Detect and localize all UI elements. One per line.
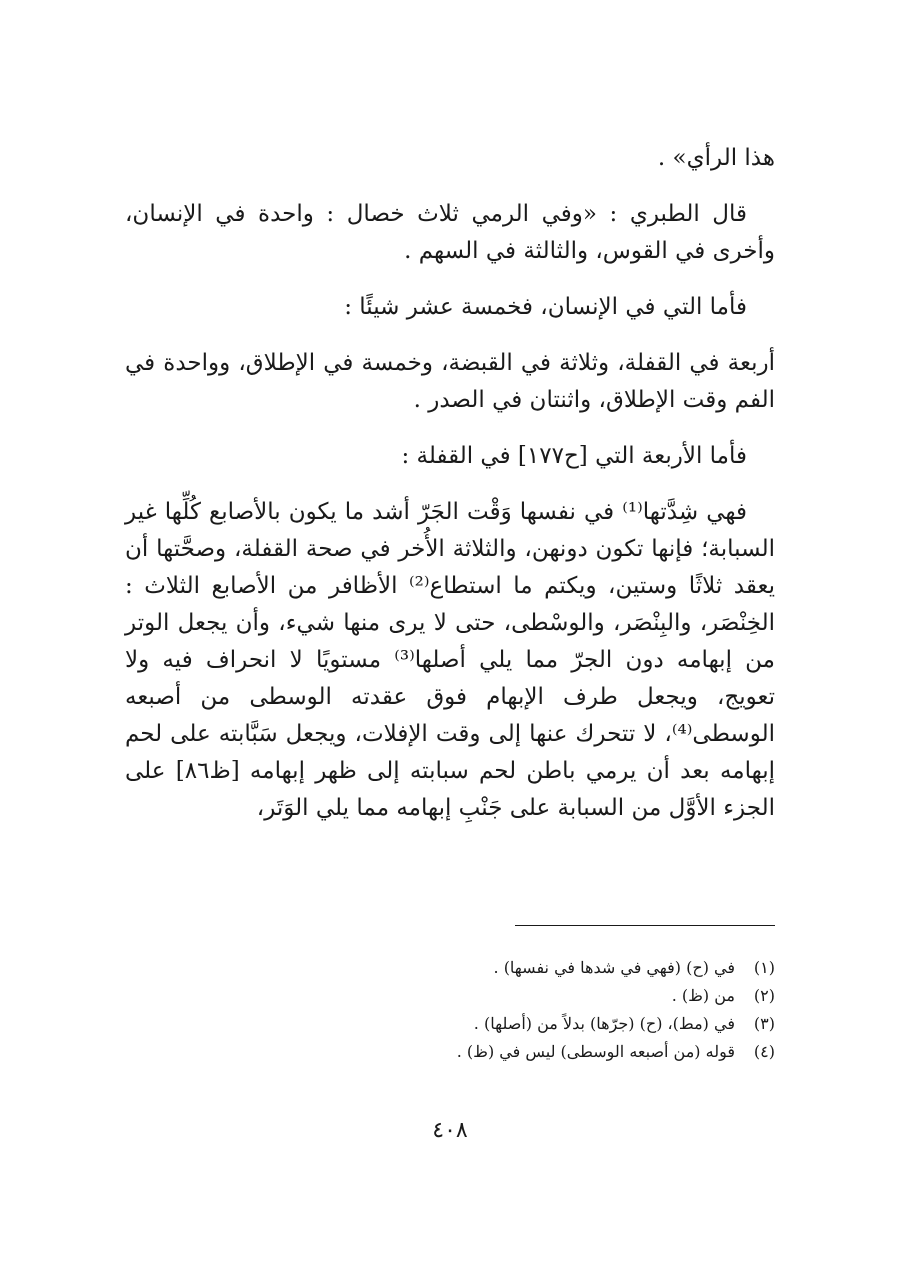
paragraph-3: فأما التي في الإنسان، فخمسة عشر شيئًا :: [344, 294, 747, 320]
footnote-number: (٢): [753, 986, 775, 1005]
footnote-text: من (ظ) .: [671, 986, 735, 1005]
footnote-number: (٤): [753, 1042, 775, 1061]
footnote-number: (١): [753, 958, 775, 977]
paragraph-4: أربعة في القفلة، وثلاثة في القبضة، وخمسة في الإطلاق، وواحدة في الفم وقت الإطلاق، واثنتان في الصدر .: [125, 350, 775, 413]
paragraph-5: فأما الأربعة التي [ح١٧٧] في القفلة :: [401, 443, 747, 469]
footnote-separator: [515, 925, 775, 926]
paragraph-1: هذا الرأي» .: [657, 145, 775, 171]
paragraph-6: فهي شِدَّتها⁽¹⁾ في نفسها وَقْت الجَرّ أشد ما يكون بالأصابع كُلِّها غير السبابة؛ فإنها تكون دونهن، والثلاثة الأُخر في صحة القفلة، وصحَّتها أن يعقد ثلاثًا وستين، ويكتم ما استطاع⁽²⁾ الأظافر من الأصابع الثلاث : الخِنْصَر، والبِنْصَر، والوسْطى، حتى لا يرى منها شيء، وأن يجعل الوتر من إبهامه دون الجرّ مما يلي أصلها⁽³⁾ مستويًا لا انحراف فيه ولا تعويج، ويجعل طرف الإبهام فوق عقدته الوسطى من أصبعه الوسطى⁽⁴⁾، لا تتحرك عنها إلى وقت الإفلات، ويجعل سَبَّابته على لحم إبهامه بعد أن يرمي باطن لحم سبابته إلى ظهر إبهامه [ظ٨٦] على الجزء الأوَّل من السبابة على جَنْبِ إبهامه مما يلي الوَتَر،: [125, 499, 775, 821]
footnote-text: في (مط)، (ح) (جرّها) بدلاً من (أصلها) .: [473, 1014, 735, 1033]
footnotes: [125, 954, 775, 1066]
paragraph-2: قال الطبري : «وفي الرمي ثلاث خصال : واحدة في الإنسان، وأخرى في القوس، والثالثة في السهم .: [125, 201, 775, 264]
footnote-1: [125, 954, 775, 982]
page-number: ٤٠٨: [432, 1118, 468, 1143]
footnote-number: (٣): [753, 1014, 775, 1033]
main-text: [125, 140, 775, 846]
footnote-4: [125, 1038, 775, 1066]
footnote-2: [125, 982, 775, 1010]
footnote-text: في (ح) (فهي في شدها في نفسها) .: [493, 958, 735, 977]
footnote-3: [125, 1010, 775, 1038]
footnote-text: قوله (من أصبعه الوسطى) ليس في (ظ) .: [456, 1042, 735, 1061]
